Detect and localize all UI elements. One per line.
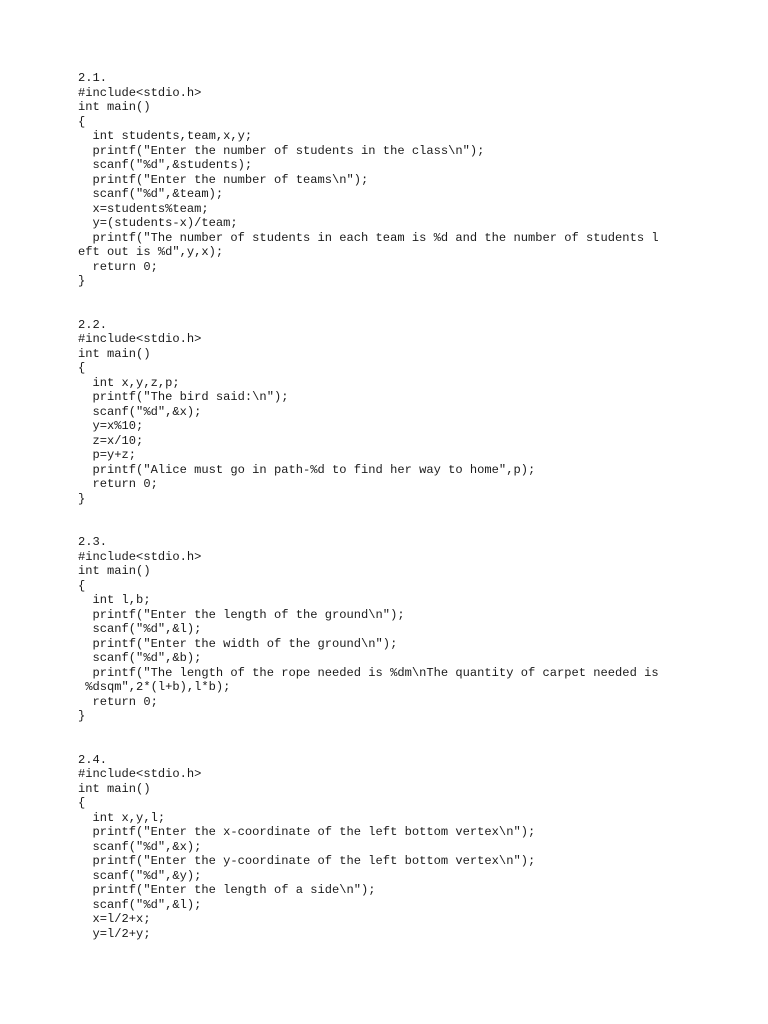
code-line: scanf("%d",&l);	[78, 622, 202, 636]
code-line: printf("Enter the x-coordinate of the left bottom vertex\n");	[78, 825, 536, 839]
code-line: scanf("%d",&team);	[78, 187, 224, 201]
code-line: printf("Enter the number of students in the class\n");	[78, 143, 485, 158]
code-line: scanf("%d",&x);	[78, 839, 202, 854]
code-line: int main()	[78, 100, 151, 114]
code-line: printf("The bird said:\n");	[78, 390, 289, 404]
section-spacer	[78, 724, 758, 753]
code-line: #include<stdio.h>	[78, 767, 202, 781]
code-line: y=x%10;	[78, 419, 144, 433]
code-line: y=l/2+y;	[78, 926, 151, 941]
code-line: printf("Enter the length of a side\n");	[78, 883, 376, 897]
code-line: }	[78, 274, 86, 288]
code-section-2-3	[78, 535, 758, 724]
code-line: 2.1.	[78, 71, 108, 85]
code-line: }	[78, 709, 86, 723]
code-line: %dsqm",2*(l+b),l*b);	[78, 680, 231, 694]
code-line: int x,y,l;	[78, 810, 166, 825]
code-line: x=l/2+x;	[78, 912, 151, 926]
code-line: return 0;	[78, 694, 158, 709]
code-line: int main()	[78, 781, 151, 796]
code-line: {	[78, 578, 86, 593]
code-section-2-1	[78, 71, 758, 289]
code-section-2-2	[78, 318, 758, 507]
code-line: #include<stdio.h>	[78, 549, 202, 564]
code-line: return 0;	[78, 477, 158, 491]
code-line: 2.3.	[78, 535, 108, 549]
code-line: printf("Alice must go in path-%d to find her way to home",p);	[78, 462, 536, 477]
code-line: printf("The length of the rope needed is %dm\nThe quantity of carpet needed is	[78, 665, 659, 680]
code-line: {	[78, 796, 86, 810]
code-line: eft out is %d",y,x);	[78, 245, 224, 259]
code-line: printf("The number of students in each team is %d and the number of students l	[78, 230, 659, 245]
code-line: printf("Enter the length of the ground\n");	[78, 607, 405, 622]
code-line: return 0;	[78, 259, 158, 274]
code-line: y=(students-x)/team;	[78, 216, 238, 230]
code-line: #include<stdio.h>	[78, 85, 202, 100]
code-line: #include<stdio.h>	[78, 332, 202, 346]
code-line: int main()	[78, 564, 151, 578]
code-line: scanf("%d",&students);	[78, 158, 253, 172]
section-spacer	[78, 289, 758, 318]
code-line: scanf("%d",&b);	[78, 651, 202, 665]
code-line: int main()	[78, 346, 151, 361]
code-line: printf("Enter the number of teams\n");	[78, 172, 369, 187]
code-line: int l,b;	[78, 593, 151, 607]
code-line: printf("Enter the width of the ground\n");	[78, 636, 398, 651]
code-line: 2.2.	[78, 317, 108, 332]
code-line: int students,team,x,y;	[78, 129, 253, 143]
code-line: scanf("%d",&l);	[78, 897, 202, 912]
code-line: x=students%team;	[78, 201, 209, 216]
code-line: int x,y,z,p;	[78, 375, 180, 390]
code-line: {	[78, 114, 86, 129]
code-section-2-4	[78, 753, 758, 942]
code-line: 2.4.	[78, 752, 108, 767]
code-line: z=x/10;	[78, 433, 144, 448]
section-spacer	[78, 506, 758, 535]
code-line: scanf("%d",&y);	[78, 868, 202, 883]
code-line: }	[78, 491, 86, 506]
code-line: {	[78, 361, 86, 375]
code-line: p=y+z;	[78, 448, 137, 462]
code-line: scanf("%d",&x);	[78, 404, 202, 419]
document-page	[78, 71, 758, 941]
code-line: printf("Enter the y-coordinate of the left bottom vertex\n");	[78, 854, 536, 868]
